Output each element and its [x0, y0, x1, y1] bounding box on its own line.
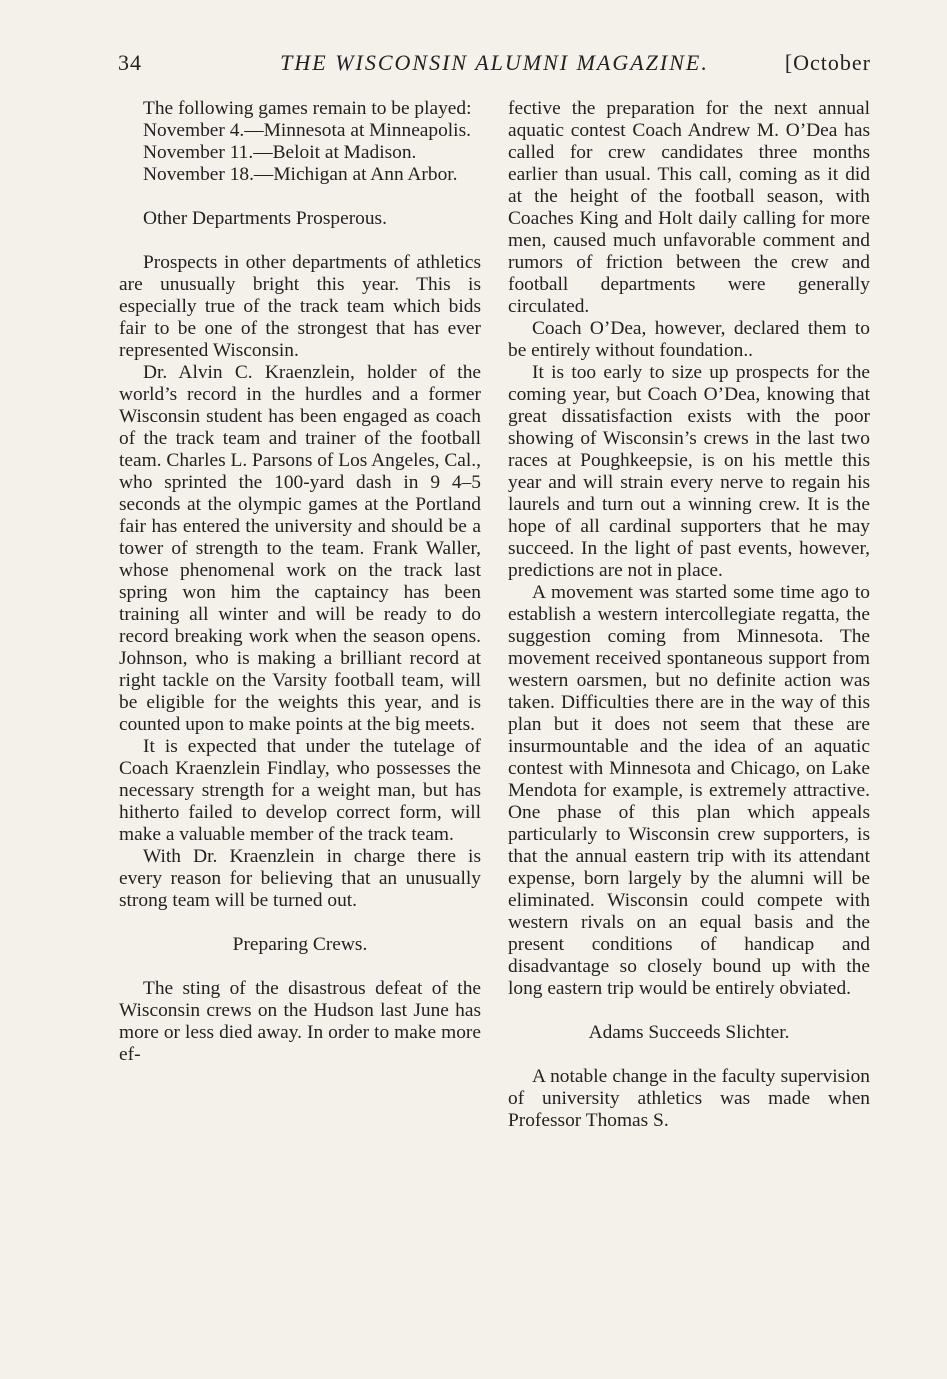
magazine-title: THE WISCONSIN ALUMNI MAGAZINE. — [280, 50, 709, 75]
right-column — [508, 98, 870, 1132]
paragraph: Prospects in other departments of athletics are unusually bright this year. This is especially true of the track team which bids fair to be one of the strongest that has ever represented Wisconsin. — [119, 252, 481, 361]
paragraph: A movement was started some time ago to establish a western intercollegiate regatta, the suggestion coming from Minnesota. The movement received spontaneous support from western oarsmen, but no definite action was taken. Difficulties there are in the way of this plan but it does not seem that these are insurmountable and the idea of an aquatic contest with Minnesota and Chicago, on Lake Mendota for example, is extremely attractive. One phase of this plan which appeals particularly to Wisconsin crew supporters, is that the annual eastern trip with its attendant expense, born largely by the alumni will be eliminated. Wisconsin could compete with western rivals on an equal basis and the present conditions of handicap and disadvantage so closely bound up with the long eastern trip would be entirely obviated. — [508, 582, 870, 999]
paragraph: Dr. Alvin C. Kraenzlein, holder of the world’s record in the hurdles and a former Wisconsin student has been engaged as coach of the track team and trainer of the football team. Charles L. Parsons of Los Angeles, Cal., who sprinted the 100-yard dash in 9 4–5 seconds at the olympic games at the Portland fair has entered the university and should be a tower of strength to the team. Frank Waller, whose phenomenal work on the track last spring won him the captaincy has been training all winter and will be ready to do record breaking work when the season opens. Johnson, who is making a brilliant record at right tackle on the Varsity football team, will be eligible for the weights this year, and is counted upon to make points at the big meets. — [119, 362, 481, 735]
paragraph: Coach O’Dea, however, declared them to be entirely without foundation.. — [508, 318, 870, 361]
paragraph: It is expected that under the tutelage of Coach Kraenzlein Findlay, who possesses the necessary strength for a weight man, but has hitherto failed to develop correct form, will make a valuable member of the track team. — [119, 736, 481, 845]
game-item: November 18.—Michigan at Ann Arbor. — [143, 164, 458, 185]
paragraph: The sting of the disastrous defeat of the Wisconsin crews on the Hudson last June has more or less died away. In order to make more ef- — [119, 978, 481, 1065]
section-heading: Other Departments Prosperous. — [143, 208, 387, 229]
game-item: November 4.—Minnesota at Minneapolis. — [143, 120, 471, 141]
page-number: 34 — [118, 50, 142, 75]
left-column — [119, 98, 481, 1066]
section-heading: Preparing Crews. — [232, 934, 368, 955]
game-item: November 11.—Beloit at Madison. — [143, 142, 417, 163]
paragraph: A notable change in the faculty supervision of university athletics was made when Professor Thomas S. — [508, 1066, 870, 1131]
running-header — [118, 50, 871, 80]
paragraph: The following games remain to be played: — [143, 98, 472, 119]
paragraph: It is too early to size up prospects for the coming year, but Coach O’Dea, knowing that great dissatisfaction exists with the poor showing of Wisconsin’s crews in the last two races at Poughkeepsie, is on his mettle this year and will strain every nerve to regain his laurels and turn out a winning crew. It is the hope of all cardinal supporters that he may succeed. In the light of past events, however, predictions are not in place. — [508, 362, 870, 581]
paragraph: fective the preparation for the next annual aquatic contest Coach Andrew M. O’Dea has called for crew candidates three months earlier than usual. This call, coming as it did at the height of the football season, with Coaches King and Holt daily calling for more men, caused much unfavorable comment and rumors of friction between the crew and football departments were generally circulated. — [508, 98, 870, 317]
paragraph: With Dr. Kraenzlein in charge there is every reason for believing that an unusually strong team will be turned out. — [119, 846, 481, 911]
issue-month: [October — [784, 50, 871, 75]
section-heading: Adams Succeeds Slichter. — [588, 1022, 790, 1043]
